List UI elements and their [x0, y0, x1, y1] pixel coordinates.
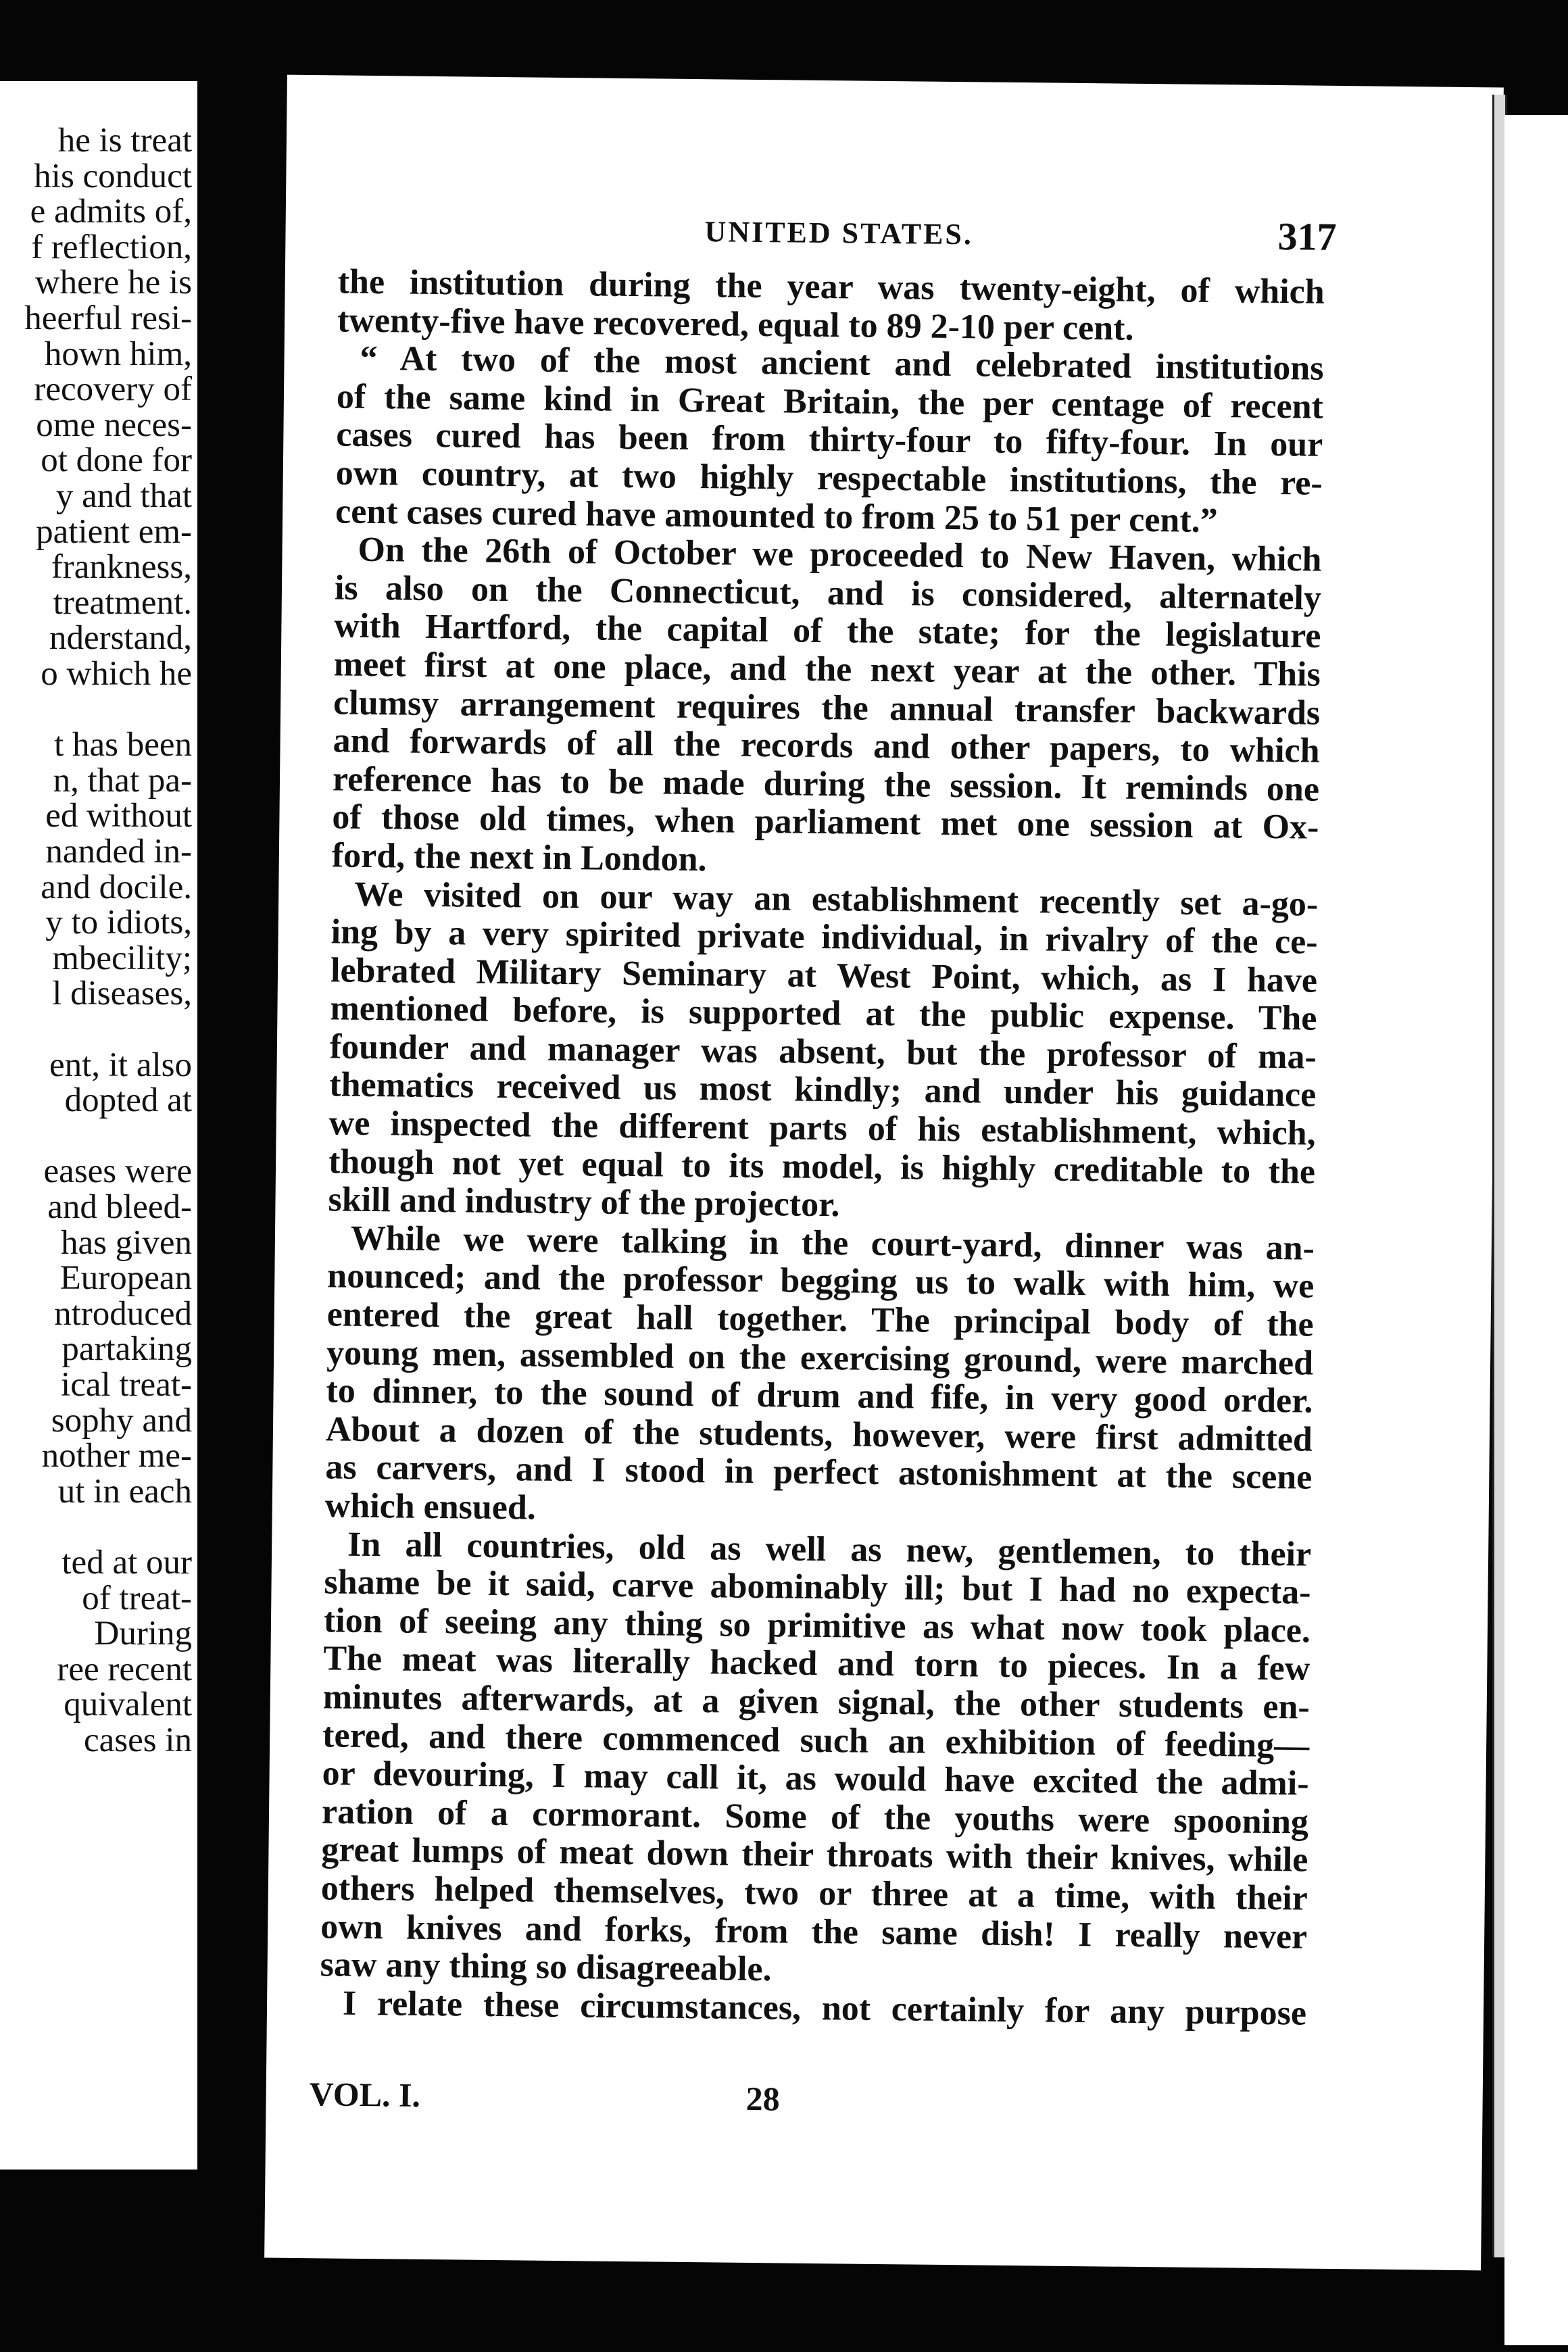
facing-page-line: nanded in-: [45, 833, 192, 871]
text-line: with Hartford, the capital of the state; for the legislature: [334, 606, 1321, 656]
text-line: founder and manager was absent, but the professor of ma-: [329, 1027, 1317, 1077]
facing-page-line: eases were: [43, 1152, 192, 1191]
facing-page-line: During: [94, 1615, 192, 1653]
next-page-edge: [1504, 115, 1568, 2345]
facing-page-line: heerful resi-: [24, 299, 192, 337]
facing-page-line: his conduct: [34, 157, 192, 195]
book-page: [264, 75, 1504, 2271]
text-line: lebrated Military Seminary at West Point, which, as I have: [330, 951, 1318, 1000]
facing-page-line: of treat-: [82, 1579, 192, 1617]
text-line: On the 26th of October we proceeded to New Haven, which: [358, 530, 1322, 579]
text-line: tered, and there commenced such an exhibition of feeding—: [322, 1715, 1310, 1765]
text-line: clumsy arrangement requires the annual transfer backwards: [333, 683, 1321, 733]
facing-page-line: ntroduced: [54, 1294, 192, 1333]
text-line: young men, assembled on the exercising ground, were marched: [326, 1333, 1314, 1383]
facing-page-line: f reflection,: [31, 228, 192, 266]
facing-page-line: ome neces-: [36, 406, 192, 444]
facing-page-line: l diseases,: [52, 975, 192, 1013]
facing-page-line: o which he: [41, 655, 192, 693]
text-line: is also on the Connecticut, and is considered, alternately: [334, 568, 1322, 618]
facing-page-line: ree recent: [57, 1650, 192, 1688]
text-line: which ensued.: [324, 1486, 537, 1527]
text-line: I relate these circumstances, not certainly for any purpose: [342, 1984, 1307, 2033]
text-line: the institution during the year was twenty-eight, of which: [337, 262, 1325, 312]
facing-page-line: t has been: [54, 726, 192, 764]
facing-page-line: and bleed-: [47, 1188, 192, 1226]
page-number: 317: [1277, 214, 1337, 259]
facing-page-line: he is treat: [57, 122, 192, 160]
text-line: we inspected the different parts of his establishment, which,: [328, 1104, 1316, 1153]
text-line: cent cases cured have amounted to from 25 to 51 per cent.”: [335, 492, 1219, 540]
text-line: of those old times, when parliament met one session at Ox-: [332, 798, 1319, 848]
text-line: About a dozen of the students, however, were first admitted: [325, 1410, 1313, 1459]
facing-page-line: quivalent: [64, 1686, 192, 1724]
facing-page-line: ut in each: [57, 1472, 192, 1511]
facing-page-line: frankness,: [51, 548, 192, 587]
facing-page-line: ot done for: [41, 441, 192, 480]
text-line: cases cured has been from thirty-four to fifty-four. In our: [336, 415, 1323, 465]
facing-page-line: recovery of: [34, 370, 192, 409]
facing-page-line: mbecility;: [52, 939, 192, 977]
facing-page-line: where he is: [34, 264, 192, 302]
facing-page-line: e admits of,: [30, 193, 192, 231]
text-line: twenty-five have recovered, equal to 89 2-10 per cent.: [337, 301, 1134, 348]
text-line: ford, the next in London.: [331, 836, 707, 879]
text-line: We visited on our way an establishment recently set a-go-: [353, 875, 1319, 924]
facing-page-line: nderstand,: [49, 619, 192, 658]
text-line: meet first at one place, and the next year at the other. This: [333, 645, 1321, 694]
text-line: of the same kind in Great Britain, the per centage of recent: [336, 377, 1324, 426]
facing-page-line: nother me-: [41, 1437, 192, 1475]
text-line: ing by a very spirited private individual, in rivalry of the ce-: [330, 912, 1318, 962]
facing-page-line: and docile.: [41, 868, 192, 906]
facing-page-line: ed without: [45, 797, 192, 835]
facing-page-line: ent, it also: [49, 1046, 192, 1084]
facing-page-line: y to idiots,: [45, 904, 192, 942]
body-text: [320, 263, 1325, 2032]
text-line: mentioned before, is supported at the public expense. The: [330, 989, 1317, 1038]
facing-page-line: treatment.: [53, 583, 192, 622]
text-line: to dinner, to the sound of drum and fife, in very good order.: [326, 1371, 1313, 1421]
text-line: In all countries, old as well as new, gentlemen, to their: [347, 1525, 1312, 1574]
text-line: skill and industry of the projector.: [328, 1180, 840, 1225]
text-line: as carvers, and I stood in perfect astonishment at the scene: [325, 1448, 1313, 1498]
facing-page-line: partaking: [62, 1330, 192, 1369]
text-line: saw any thing so disagreeable.: [320, 1945, 772, 1989]
text-line: reference has to be made during the session. It reminds one: [332, 760, 1320, 809]
text-line: entered the great hall together. The principal body of the: [326, 1295, 1314, 1344]
text-line: ration of a cormorant. Some of the youths were spooning: [321, 1792, 1309, 1842]
text-line: tion of seeing any thing so primitive as what now took place.: [323, 1601, 1311, 1650]
text-line: minutes afterwards, at a given signal, the other students en-: [322, 1677, 1310, 1727]
facing-page-line: has given: [60, 1223, 192, 1262]
text-line: though not yet equal to its model, is highly creditable to the: [328, 1142, 1316, 1192]
text-line: others helped themselves, two or three at a time, with their: [320, 1869, 1308, 1918]
text-line: shame be it said, carve abominably ill; but I had no expecta-: [324, 1563, 1311, 1612]
volume-mark: VOL. I.: [309, 2075, 421, 2114]
facing-page-line: ical treat-: [61, 1366, 192, 1404]
facing-page-line: n, that pa-: [53, 761, 192, 800]
facing-page-line: European: [59, 1259, 192, 1298]
text-line: own country, at two highly respectable institutions, the re-: [335, 454, 1323, 503]
facing-page-line: y and that: [55, 477, 192, 515]
facing-page-line: patient em-: [36, 512, 192, 551]
facing-page: [0, 81, 197, 2170]
facing-page-line: sophy and: [51, 1401, 192, 1440]
text-line: and forwards of all the records and other papers, to which: [333, 721, 1320, 770]
facing-page-line: hown him,: [44, 335, 192, 373]
text-line: own knives and forks, from the same dish! I really never: [320, 1907, 1308, 1957]
facing-page-line: cases in: [83, 1721, 192, 1759]
text-line: great lumps of meat down their throats with their knives, while: [321, 1830, 1308, 1880]
signature-mark: 28: [745, 2079, 780, 2118]
text-line: While we were talking in the court-yard, dinner was an-: [350, 1219, 1315, 1268]
text-line: thematics received us most kindly; and under his guidance: [329, 1065, 1317, 1115]
text-line: or devouring, I may call it, as would have excited the admi-: [322, 1754, 1309, 1803]
facing-page-line: dopted at: [64, 1081, 192, 1120]
text-line: nounced; and the professor begging us to walk with him, we: [327, 1256, 1315, 1306]
text-line: The meat was literally hacked and torn to pieces. In a few: [323, 1639, 1310, 1689]
facing-page-line: ted at our: [62, 1544, 192, 1582]
running-head: UNITED STATES.: [704, 215, 974, 251]
text-line: “ At two of the most ancient and celebrated institutions: [360, 339, 1324, 388]
